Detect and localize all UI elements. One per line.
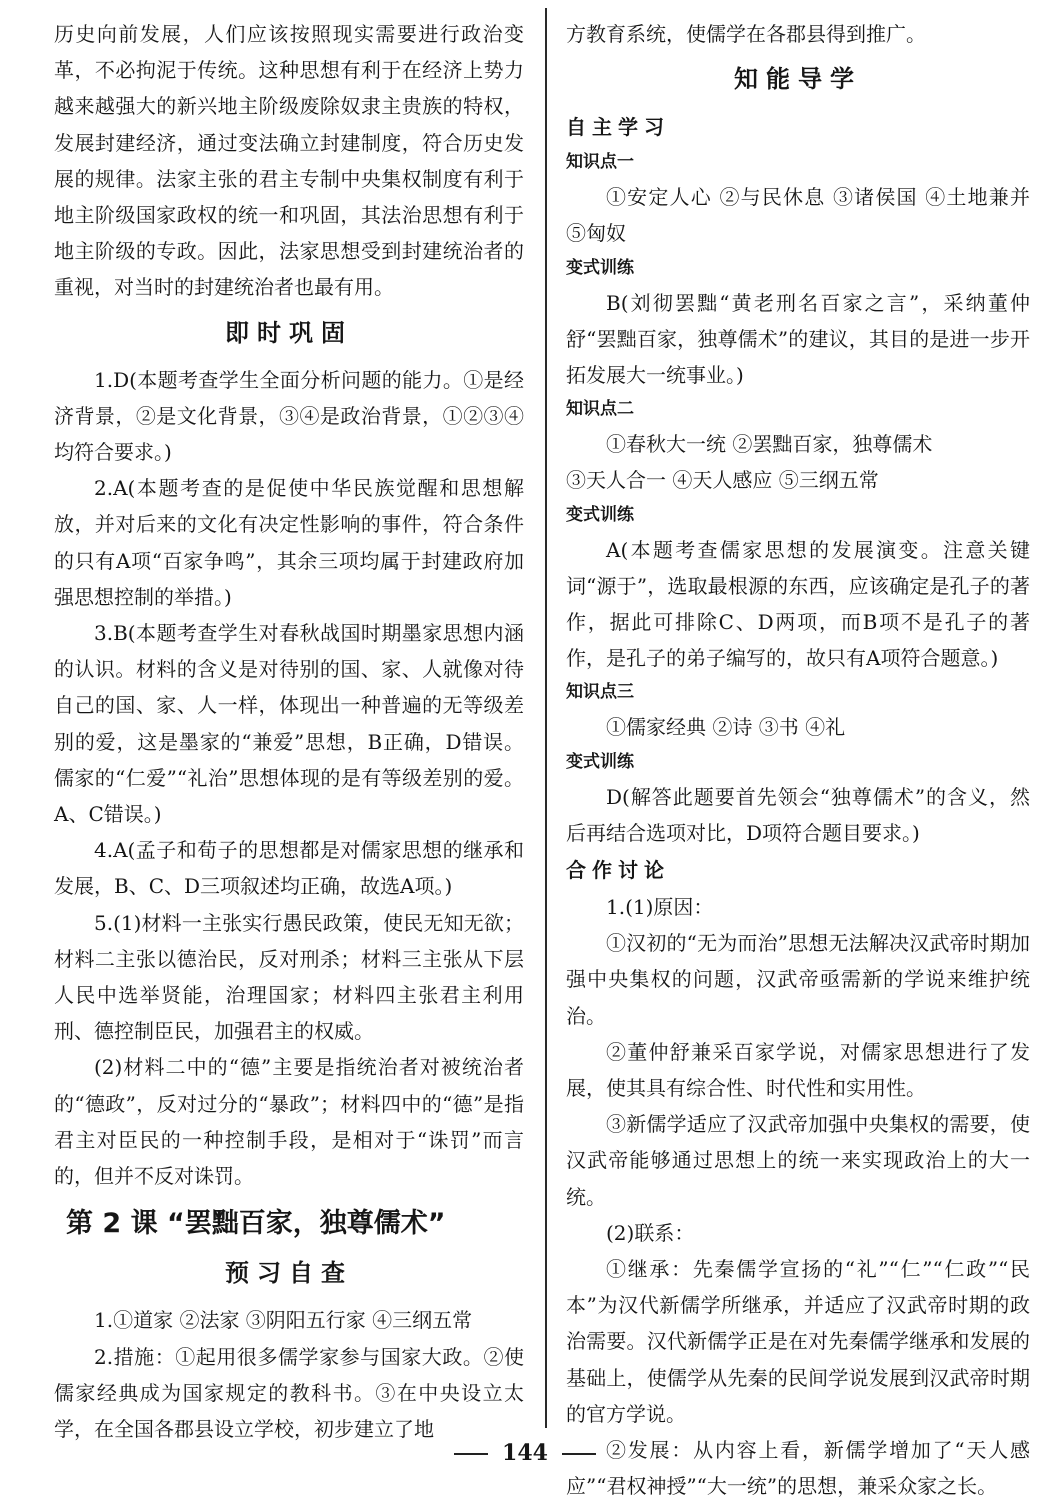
knowledge-point-3-label: 知识点三 <box>566 682 634 703</box>
continued-text: 方教育系统，使儒学在各郡县得到推广。 <box>566 22 926 46</box>
discussion-reason-3: ③新儒学适应了汉武帝加强中央集权的需要，使汉武帝能够通过思想上的统一来实现政治上的大一统。 <box>566 1112 1030 1209</box>
column-divider <box>545 8 547 1428</box>
heading-preview: 预习自查 <box>225 1259 353 1288</box>
preview-answer-2: 2.措施：①起用很多儒学家参与国家大政。②使儒家经典成为国家规定的教科书。③在中央设立太学，在全国各郡县设立学校，初步建立了地 <box>54 1344 524 1441</box>
section-self-study: 自主学习 <box>566 115 670 140</box>
answer-3: 3.B(本题考查学生对春秋战国时期墨家思想内涵的认识。材料的含义是对待别的国、家、人就像对待自己的国、家、人一样，体现出一种普遍的无等级差别的爱，这是墨家的“兼爱”思想，B正确，D错误。儒家的“仁爱”“礼治”思想体现的是有等级差别的爱。A、C错误。) <box>54 621 524 827</box>
knowledge-point-2-label: 知识点二 <box>566 399 634 420</box>
discussion-connection-label: (2)联系： <box>606 1220 695 1245</box>
preview-answer-1: 1.①道家 ②法家 ③阴阳五行家 ④三纲五常 <box>94 1308 473 1333</box>
heading-knowledge-guide: 知能导学 <box>734 65 862 94</box>
knowledge-point-1-label: 知识点一 <box>566 152 634 173</box>
answer-1: 1.D(本题考查学生全面分析问题的能力。①是经济背景，②是文化背景，③④是政治背景，①②③④均符合要求。) <box>54 367 524 465</box>
variant-training-2-label: 变式训练 <box>566 504 634 525</box>
footer-dash-left <box>454 1453 488 1455</box>
section-cooperative-discussion: 合作讨论 <box>566 858 670 883</box>
heading-consolidation: 即时巩固 <box>225 318 353 347</box>
footer-dash-right <box>562 1453 596 1455</box>
knowledge-point-2-line-1: ①春秋大一统 ②罢黜百家，独尊儒术 <box>606 432 933 457</box>
variant-training-3-label: 变式训练 <box>566 751 634 772</box>
variant-training-3-body: D(解答此题要首先领会“独尊儒术”的含义，然后再结合选项对比，D项符合题目要求。) <box>566 784 1030 845</box>
discussion-1-reason-label: 1.(1)原因： <box>606 895 714 920</box>
discussion-reason-1: ①汉初的“无为而治”思想无法解决汉武帝时期加强中央集权的问题，汉武帝亟需新的学说来维护统治。 <box>566 931 1030 1028</box>
right-column <box>566 16 1030 1505</box>
discussion-reason-2: ②董仲舒兼采百家学说，对儒家思想进行了发展，使其具有综合性、时代性和实用性。 <box>566 1039 1030 1101</box>
intro-paragraph: 历史向前发展，人们应该按照现实需要进行政治变革，不必拘泥于传统。这种思想有利于在经济上势力越来越强大的新兴地主阶级废除奴隶主贵族的特权，发展封建经济，通过变法确立封建制度，符合历史发展的规律。法家主张的君主专制中央集权制度有利于地主阶级国家政权的统一和巩固，其法治思想有利于地主阶级的专政。因此，法家思想受到封建统治者的重视，对当时的封建统治者也最有用。 <box>54 22 524 300</box>
discussion-inheritance: ①继承：先秦儒学宣扬的“礼”“仁”“仁政”“民本”为汉代新儒学所继承，并适应了汉武帝时期的政治需要。汉代新儒学正是在对先秦儒学继承和发展的基础上，使儒学从先秦的民间学说发展到汉武帝时期的官方学说。 <box>566 1257 1030 1426</box>
answer-4: 4.A(孟子和荀子的思想都是对儒家思想的继承和发展，B、C、D三项叙述均正确，故选A项。) <box>54 838 524 899</box>
knowledge-point-1-body: ①安定人心 ②与民休息 ③诸侯国 ④土地兼并 ⑤匈奴 <box>566 185 1030 246</box>
answer-5-part-1: 5.(1)材料一主张实行愚民政策，使民无知无欲；材料二主张以德治民，反对刑杀；材料三主张从下层人民中选举贤能，治理国家；材料四主张君主利用刑、德控制臣民，加强君主的权威。 <box>54 910 524 1044</box>
page-footer <box>0 1440 1050 1466</box>
variant-training-1-body: B(刘彻罢黜“黄老刑名百家之言”，采纳董仲舒“罢黜百家，独尊儒术”的建议，其目的是进一步开拓发展大一统事业。) <box>566 290 1030 388</box>
left-column <box>54 16 524 1447</box>
page-number: 144 <box>502 1440 548 1466</box>
answer-5-part-2: (2)材料二中的“德”主要是指统治者对被统治者的“德政”，反对过分的“暴政”；材料四中的“德”是指君主对臣民的一种控制手段，是相对于“诛罚”而言的，但并不反对诛罚。 <box>54 1055 524 1189</box>
variant-training-1-label: 变式训练 <box>566 257 634 278</box>
lesson-title: 第 2 课 “罢黜百家，独尊儒术” <box>66 1208 446 1240</box>
variant-training-2-body: A(本题考查儒家思想的发展演变。注意关键词“源于”，选取最根源的东西，应该确定是孔子的著作，据此可排除C、D两项，而B项不是孔子的著作，是孔子的弟子编写的，故只有A项符合题意。) <box>566 537 1030 671</box>
knowledge-point-2-line-2: ③天人合一 ④天人感应 ⑤三纲五常 <box>566 468 879 493</box>
answer-2: 2.A(本题考查的是促使中华民族觉醒和思想解放，并对后来的文化有决定性影响的事件，符合条件的只有A项“百家争鸣”，其余三项均属于封建政府加强思想控制的举措。) <box>54 476 524 609</box>
discussion-development: ②发展：从内容上看，新儒学增加了“天人感应”“君权神授”“大一统”的思想，兼采众家之长。 <box>566 1438 1030 1499</box>
knowledge-point-3-body: ①儒家经典 ②诗 ③书 ④礼 <box>606 715 846 740</box>
